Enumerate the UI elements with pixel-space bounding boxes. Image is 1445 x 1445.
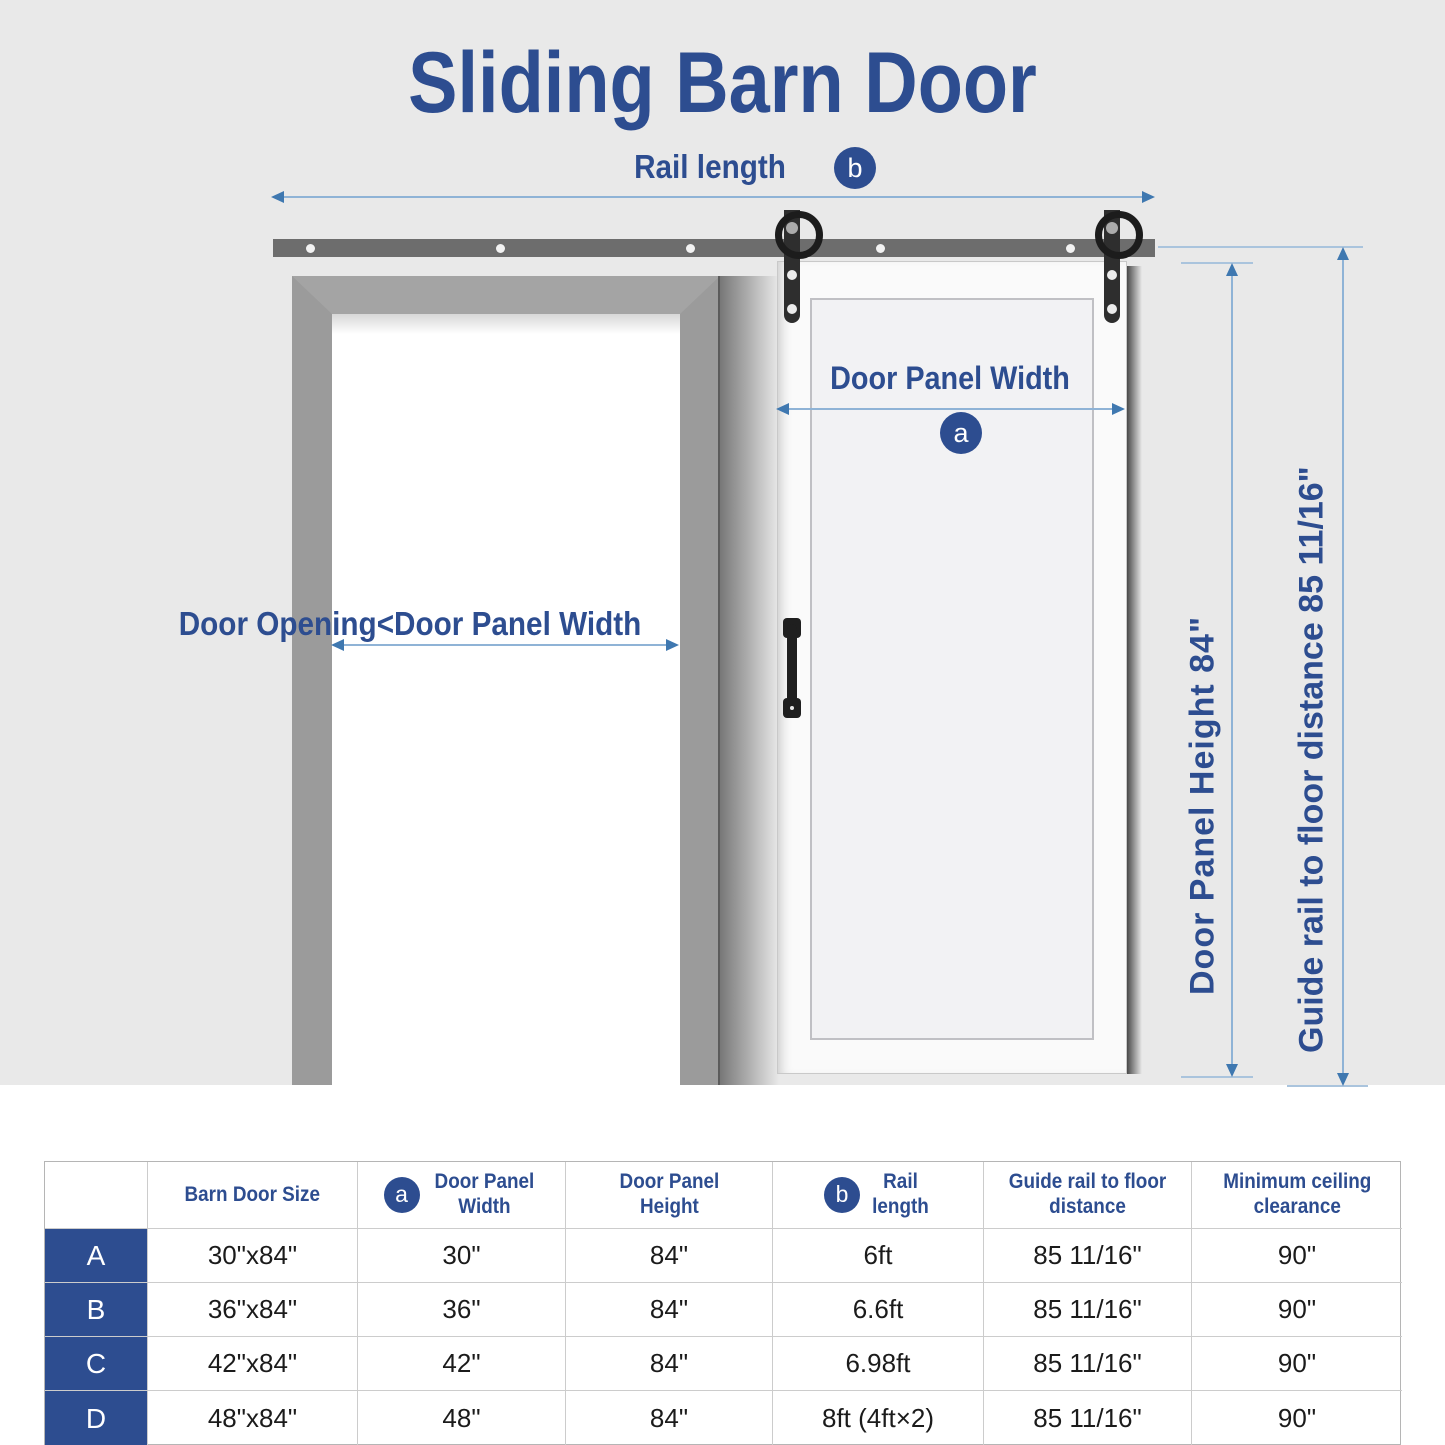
header-guide-rail-distance: Guide rail to floor distance bbox=[984, 1162, 1192, 1229]
header-empty bbox=[45, 1162, 148, 1229]
header-min-ceiling: Minimum ceiling clearance bbox=[1192, 1162, 1402, 1229]
rail-screw-hole bbox=[306, 244, 315, 253]
rail-screw-hole bbox=[876, 244, 885, 253]
row-key: D bbox=[45, 1391, 148, 1445]
roller-wheel-icon bbox=[1095, 211, 1143, 259]
rail-length-label: Rail length bbox=[634, 148, 786, 185]
arrow-left-icon bbox=[776, 403, 789, 415]
table-cell: 42"x84" bbox=[148, 1337, 358, 1391]
table-cell: 84" bbox=[566, 1337, 773, 1391]
table-cell: 84" bbox=[566, 1391, 773, 1445]
table-cell: 84" bbox=[566, 1283, 773, 1337]
table-cell: 36" bbox=[358, 1283, 566, 1337]
door-panel-width-badge: a bbox=[940, 412, 982, 454]
rail-screw-hole bbox=[686, 244, 695, 253]
rail-screw-hole bbox=[496, 244, 505, 253]
arrow-down-icon bbox=[1337, 1073, 1349, 1086]
arrow-down-icon bbox=[1226, 1064, 1238, 1077]
arrow-up-icon bbox=[1337, 247, 1349, 260]
badge-b: b bbox=[824, 1177, 860, 1213]
door-panel-height-label: Door Panel Height 84" bbox=[1183, 615, 1222, 995]
arrow-up-icon bbox=[1226, 263, 1238, 276]
roller-wheel-icon bbox=[775, 211, 823, 259]
roller-hub-icon bbox=[786, 222, 798, 234]
guide-rail-dimension-arrow bbox=[1342, 249, 1344, 1084]
table-cell: 30" bbox=[358, 1229, 566, 1283]
table-cell: 85 11/16" bbox=[984, 1229, 1192, 1283]
table-cell: 90" bbox=[1277, 1403, 1317, 1433]
table-cell: 90" bbox=[1192, 1229, 1402, 1283]
table-cell: 6ft bbox=[773, 1229, 984, 1283]
table-cell: 48" bbox=[358, 1391, 566, 1445]
door-panel-height-dimension-arrow bbox=[1231, 265, 1233, 1075]
table-cell: 36"x84" bbox=[148, 1283, 358, 1337]
door-cast-shadow bbox=[1127, 266, 1142, 1074]
header-barn-door-size: Barn Door Size bbox=[148, 1162, 358, 1229]
table-cell: 85 11/16" bbox=[984, 1391, 1192, 1445]
header-door-panel-height: Door Panel Height bbox=[566, 1162, 773, 1229]
table-cell: 6.6ft bbox=[773, 1283, 984, 1337]
table-cell: 85 11/16" bbox=[984, 1337, 1192, 1391]
dimension-tick bbox=[1181, 262, 1253, 264]
frame-inner-shadow bbox=[332, 314, 680, 334]
door-opening-dimension-arrow bbox=[333, 644, 677, 646]
row-key: C bbox=[45, 1337, 148, 1391]
wall-shadow bbox=[718, 276, 779, 1085]
door-panel-width-dimension-arrow bbox=[778, 408, 1123, 410]
arrow-right-icon bbox=[1112, 403, 1125, 415]
arrow-right-icon bbox=[1142, 191, 1155, 203]
arrow-left-icon bbox=[331, 639, 344, 651]
table-cell: 90" bbox=[1192, 1337, 1402, 1391]
table-cell: 84" bbox=[566, 1229, 773, 1283]
guide-rail-to-floor-label: Guide rail to floor distance 85 11/16" bbox=[1292, 466, 1331, 1054]
header-rail-length: b Rail length bbox=[773, 1162, 984, 1229]
badge-a: a bbox=[384, 1177, 420, 1213]
door-handle-icon bbox=[783, 618, 801, 718]
arrow-right-icon bbox=[666, 639, 679, 651]
table-cell: 85 11/16" bbox=[984, 1283, 1192, 1337]
table-cell: 6.98ft bbox=[773, 1337, 984, 1391]
header-door-panel-width: a Door Panel Width bbox=[358, 1162, 566, 1229]
door-opening-label: Door Opening<Door Panel Width bbox=[178, 605, 642, 642]
table-cell: 90" bbox=[1192, 1283, 1402, 1337]
door-opening-frame bbox=[292, 276, 720, 1085]
page-title: Sliding Barn Door bbox=[408, 35, 1037, 131]
roller-hub-icon bbox=[1106, 222, 1118, 234]
table-cell: 48"x84" bbox=[148, 1391, 358, 1445]
dimension-tick bbox=[1181, 1076, 1253, 1078]
rail-screw-hole bbox=[1066, 244, 1075, 253]
row-key: A bbox=[45, 1229, 148, 1283]
rail-length-badge: b bbox=[834, 147, 876, 189]
track-rail bbox=[273, 239, 1155, 257]
row-key: B bbox=[45, 1283, 148, 1337]
dimension-tick bbox=[1158, 246, 1363, 248]
table-cell: 42" bbox=[358, 1337, 566, 1391]
table-cell: 30"x84" bbox=[148, 1229, 358, 1283]
spec-table bbox=[44, 1161, 1401, 1445]
table-cell: 8ft (4ft×2) bbox=[773, 1391, 984, 1445]
rail-length-dimension-arrow bbox=[273, 196, 1153, 198]
door-panel-width-label: Door Panel Width bbox=[830, 360, 1070, 396]
arrow-left-icon bbox=[271, 191, 284, 203]
